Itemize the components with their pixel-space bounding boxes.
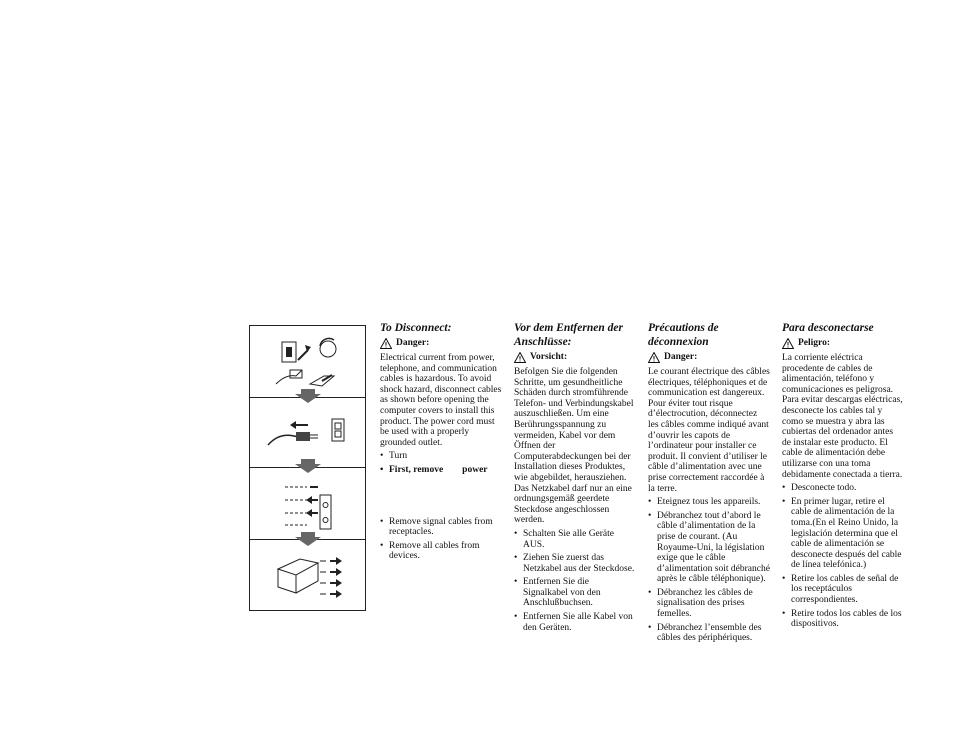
warning-text: Danger: [664, 352, 698, 363]
list-item: • Débranchez les câbles de signalisation des prises femelles. [648, 588, 770, 620]
warning-text: Danger: [396, 338, 430, 349]
column-title: Para desconectarse [782, 322, 874, 334]
warning-body: Le courant électrique des câbles électriques, téléphoniques et de communication est dangereux. Pour éviter tout risque d’électrocution, déconnectez les câbles comme indiqué avant d’ouvrir les capots de l’ordinateur pour installer ce produit. Il convient d’utiliser le câble d’alimentation avec une prise correctement raccordée à la terre. [648, 367, 770, 494]
list-item: • Ziehen Sie zuerst das Netzkabel aus der Steckdose. [514, 553, 636, 574]
column-title: Vor dem Entfernen der Anschlüsse: [514, 322, 623, 348]
device-cable-icon [250, 539, 365, 610]
warning-body: Befolgen Sie die folgenden Schritte, um gesundheitliche Schäden durch stromführende Telefon- und Verbindungskabel auszuschließen. Um eine Berührungsspannung zu vermeiden, Kabel vor dem Öffnen der Computerabdeckungen bei der Installation dieses Produktes, wie abgebildet, herausziehen. Das Netzkabel darf nur an eine ordnungsgemäß geerdete Steckdose angeschlossen werden. [514, 367, 634, 526]
column-title: To Disconnect: [380, 322, 452, 334]
column-english [380, 321, 502, 565]
power-switch-icon [250, 326, 365, 397]
list-item: • Desconecte todo. [782, 483, 904, 494]
step-panel-turn-off [250, 326, 365, 398]
warning-triangle-icon [648, 352, 660, 363]
step-panel-signal-cables [250, 467, 365, 540]
signal-cable-icon [250, 467, 365, 539]
warning-label [648, 352, 770, 363]
list-item: • Turn [380, 451, 502, 462]
step-fragment: First, remove [389, 464, 444, 475]
step-list [380, 451, 502, 475]
list-item: • Débranchez l’ensemble des câbles des périphériques. [648, 623, 770, 644]
power-cord-icon [250, 397, 365, 467]
list-item: • Retire todos los cables de los dispositivos. [782, 609, 904, 630]
list-item: • Entfernen Sie alle Kabel von den Geräten. [514, 612, 636, 633]
warning-label [514, 352, 636, 363]
list-item: • En primer lugar, retire el cable de alimentación de la toma.(En el Reino Unido, la legislación determina que el cable de alimentación se desconecte después del cable de línea telefónica.) [782, 497, 904, 571]
step-panel-device-cables [250, 539, 365, 610]
disconnect-illustration [249, 325, 366, 611]
warning-body: La corriente eléctrica procedente de cables de alimentación, teléfono y comunicaciones es peligrosa. Para evitar descargas eléctricas, desconecte los cables tal y como se muestra y abra las cubiertas del ordenador antes de instalar este producto. El cable de alimentación debe utilizarse con una toma debidamente conectada a tierra. [782, 353, 903, 480]
column-french [648, 321, 770, 647]
warning-triangle-icon [380, 338, 392, 349]
column-title: Précautions de déconnexion [648, 322, 719, 348]
warning-label [380, 338, 502, 349]
step-list [514, 529, 636, 633]
list-item: • Débranchez tout d’abord le câble d’alimentation de la prise de courant. (Au Royaume-Uni, la législation exige que le câble d’alimentation soit débranché après le câble téléphonique). [648, 511, 770, 585]
step-list [648, 497, 770, 644]
warning-text: Vorsicht: [530, 352, 568, 363]
step-panel-power-cord [250, 397, 365, 468]
warning-triangle-icon [782, 338, 794, 349]
warning-body: Electrical current from power, telephone, and communication cables is hazardous. To avoid shock hazard, disconnect cables as shown before opening the computer covers to install this product. The power cord must be used with a properly grounded outlet. [380, 353, 502, 448]
warning-triangle-icon [514, 352, 526, 363]
step-fragment: power [462, 464, 488, 475]
list-item: • Remove signal cables from receptacles. [380, 517, 502, 538]
column-german [514, 321, 636, 636]
list-item: • Retire los cables de señal de los receptáculos correspondientes. [782, 574, 904, 606]
list-item: • Schalten Sie alle Geräte AUS. [514, 529, 636, 550]
warning-label [782, 338, 904, 349]
list-item: • Entfernen Sie die Signalkabel von den Anschlußbuchsen. [514, 577, 636, 609]
list-item: • Remove all cables from devices. [380, 541, 502, 562]
step-list [782, 483, 904, 630]
warning-text: Peligro: [798, 338, 831, 349]
column-spanish [782, 321, 904, 633]
step-list [380, 517, 502, 562]
list-item: • Eteignez tous les appareils. [648, 497, 770, 508]
list-item [380, 465, 502, 476]
